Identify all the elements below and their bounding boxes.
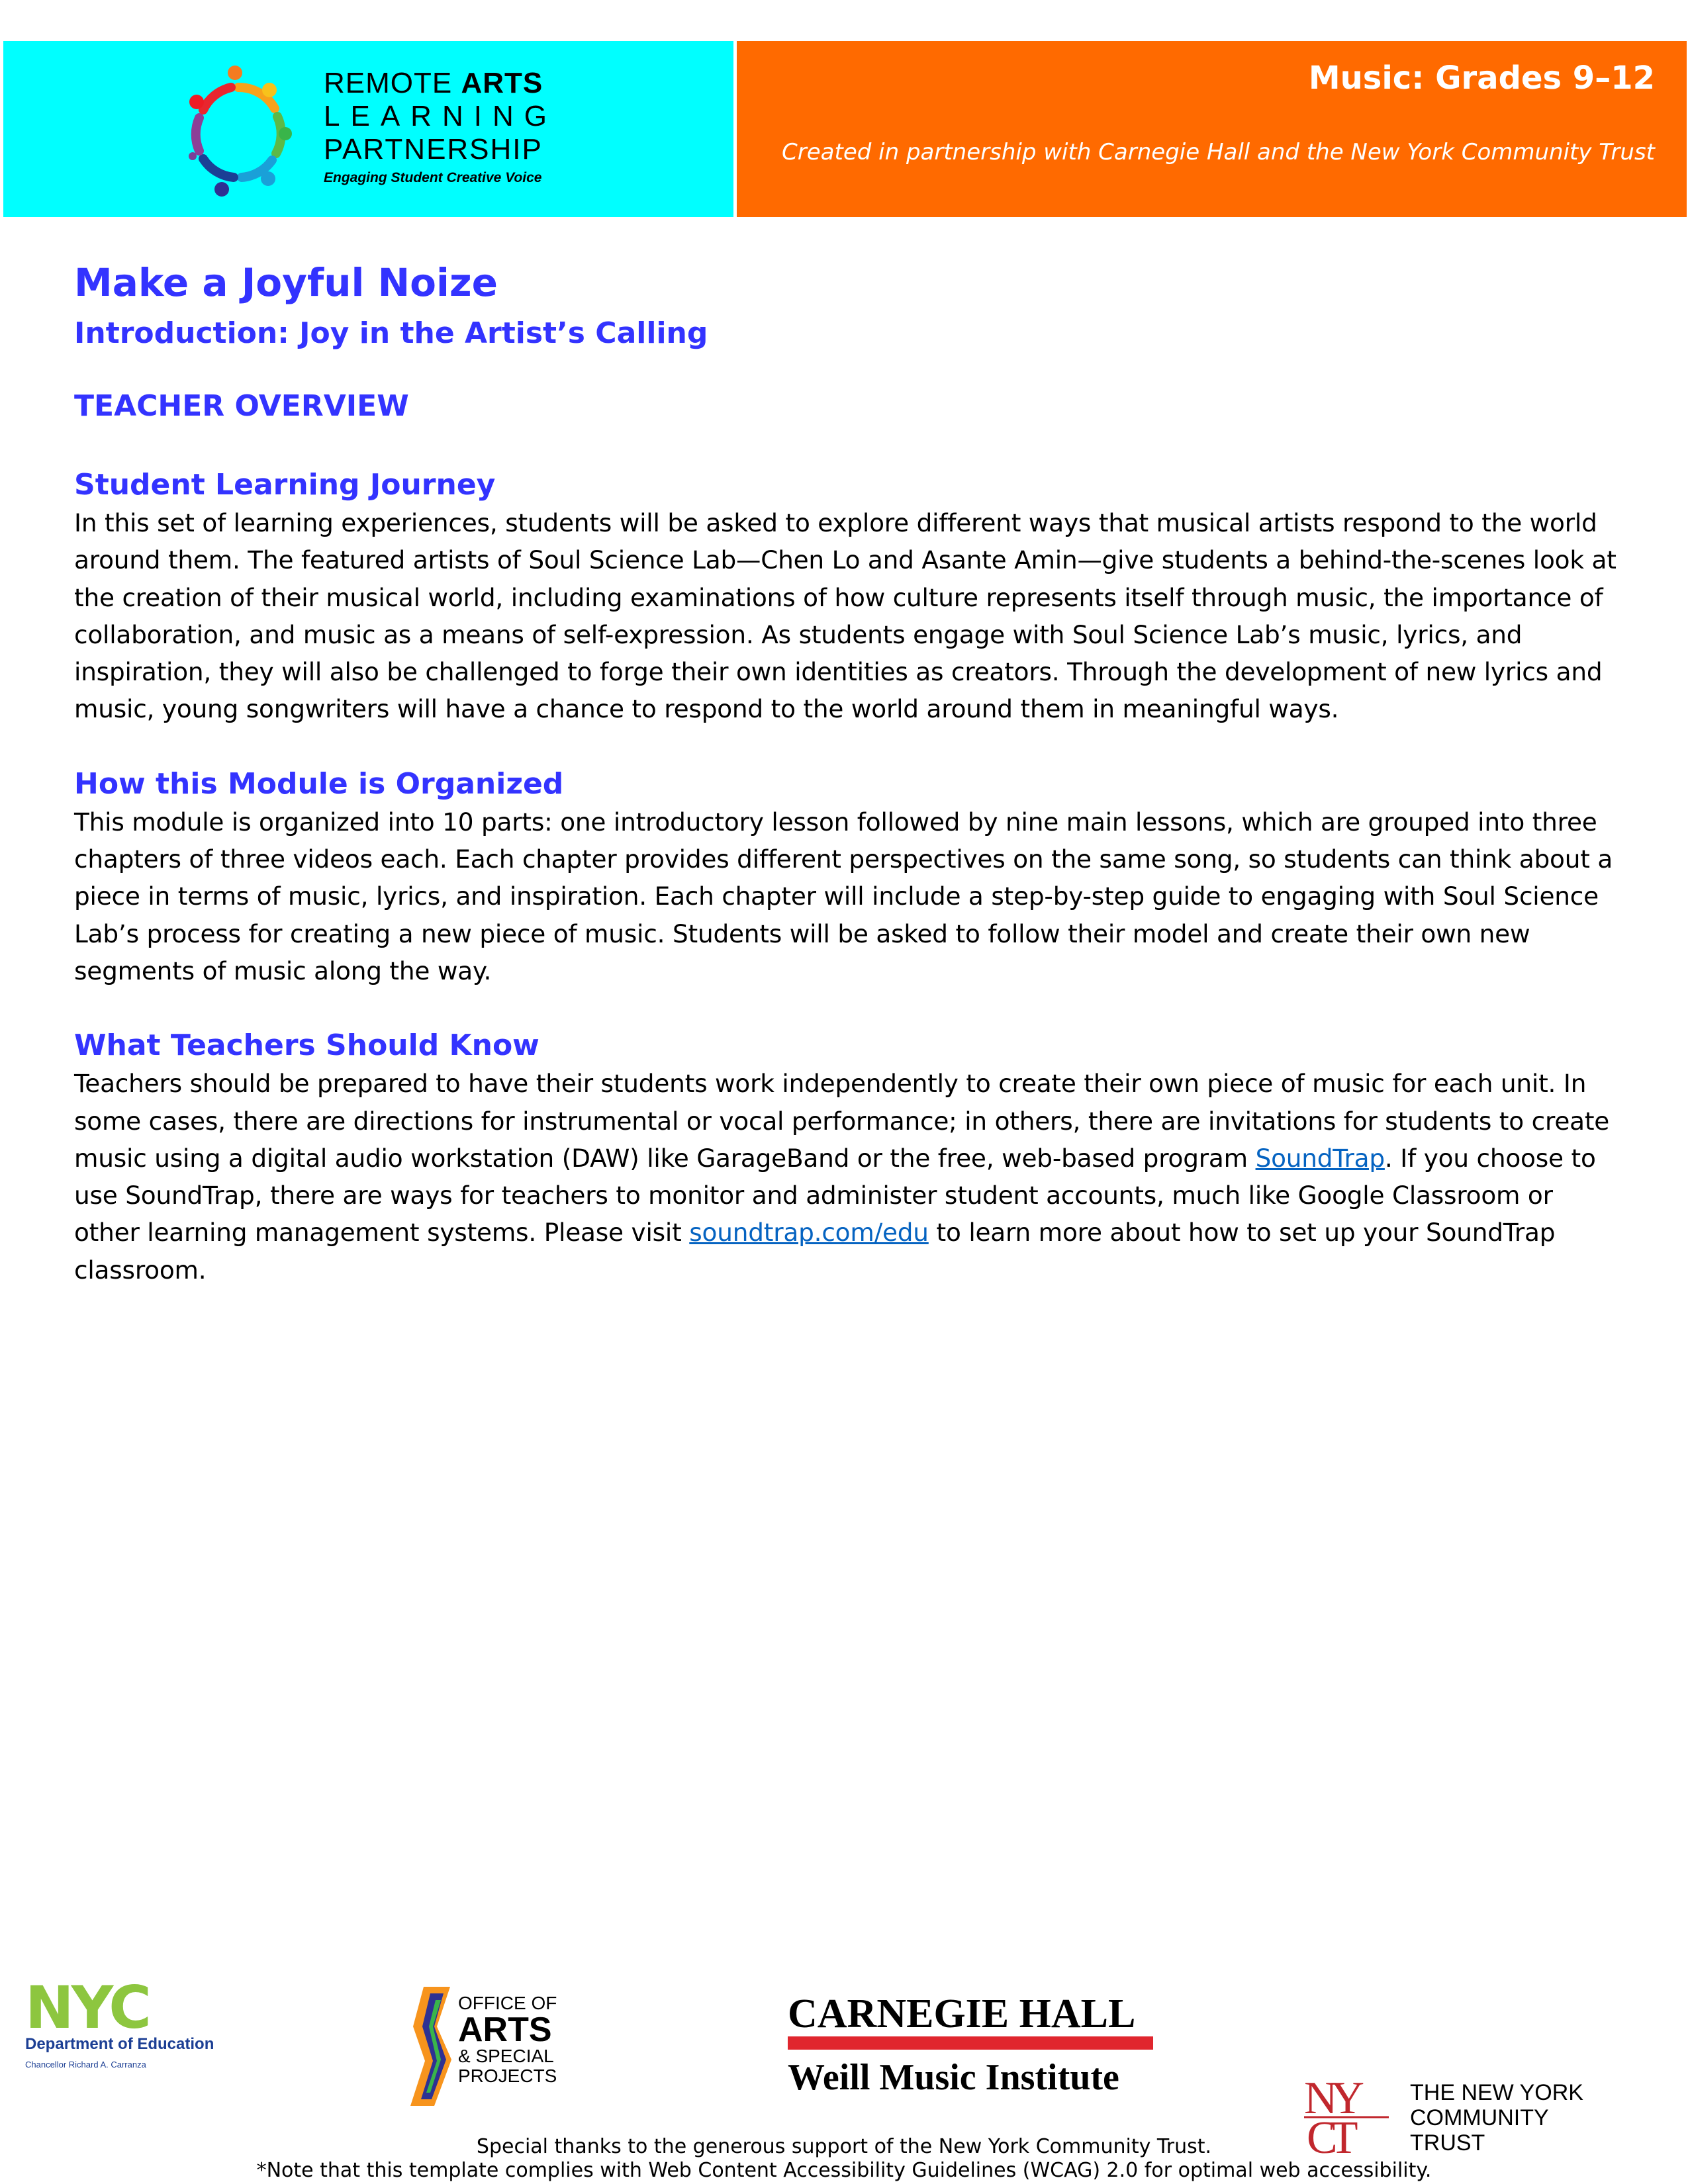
section-body: In this set of learning experiences, students will be asked to explore different ways that musical artists respond to the world around them. The featured artists of Soul Science Lab—Chen Lo and Asante Amin—give students a behind-the-scenes look at the creation of their musical world, including examinations of how culture represents itself through music, the importance of collaboration, and music as a means of self-expression. As students engage with Soul Science Lab’s music, lyrics, and inspiration, they will also be challenged to forge their own identities as creators. Through the development of new lyrics and music, young songwriters will have a chance to respond to the world around them in meaningful ways. [74,508,1617,724]
arts-line4: PROJECTS [458,2066,557,2086]
footer-thanks: Special thanks to the generous support of the New York Community Trust. [476,2135,1212,2158]
section-heading: How this Module is Organized [74,766,564,801]
section-student-learning-journey [74,466,1617,728]
document-subtitle: Introduction: Joy in the Artist’s Calling [74,316,708,350]
nyct-mark-top: NY [1304,2073,1358,2124]
header-left-band [3,41,733,217]
soundtrap-edu-link[interactable]: soundtrap.com/edu [689,1218,929,1248]
arts-line2: ARTS [458,2011,552,2049]
carnegie-line1: CARNEGIE HALL [788,1991,1136,2036]
document-body [74,259,1617,1289]
section-what-teachers-should-know [74,1026,1617,1289]
carnegie-red-bar [788,2036,1153,2050]
partnership-note: Created in partnership with Carnegie Hall and the New York Community Trust [782,139,1655,165]
header-right-band [737,41,1687,217]
nyc-dept: Department of Education [25,2035,214,2053]
office-of-arts-logo [410,1987,563,2106]
rlp-wordmark [324,68,557,191]
body-text-1: Teachers should be prepared to have their students work independently to create their own piece of music for each unit. In some cases, there are directions for instrumental or vocal performance; in others, there are invitations for students to create music using a digital audio workstation (DAW) like GarageBand or the free, web-based program [74,1069,1610,1173]
section-body: This module is organized into 10 parts: one introductory lesson followed by nine main lessons, which are grouped into three chapters of three videos each. Each chapter provides different perspectives on the same song, so students can think about a piece in terms of music, lyrics, and inspiration. Each chapter will include a step-by-step guide to engaging with Soul Science Lab’s process for creating a new piece of music. Students will be asked to follow their model and create their own new segments of music along the way. [74,807,1613,985]
nyct-line1: THE NEW YORK [1410,2080,1583,2105]
section-heading: What Teachers Should Know [74,1028,539,1063]
document-title: Make a Joyful Noize [74,260,498,305]
nyc-chancellor: Chancellor Richard A. Carranza [25,2060,146,2070]
carnegie-hall-logo [788,1989,1158,2098]
nyct-mark-bottom: CT [1307,2113,1350,2163]
soundtrap-link[interactable]: SoundTrap [1255,1143,1385,1173]
grade-label: Music: Grades 9–12 [1308,60,1655,97]
logo-learning: LEARNING [324,100,557,132]
body-text-3: to learn more about how to set up your SoundTrap classroom. [74,1218,1556,1285]
logo-tagline: Engaging Student Creative Voice [324,170,542,185]
nyct-line3: TRUST [1410,2130,1485,2156]
nyc-doe-logo [25,1974,214,2086]
carnegie-line2: Weill Music Institute [788,2057,1119,2098]
logo-partnership: PARTNERSHIP [324,133,543,165]
nyc-mark: NYC [25,1974,149,2042]
nyct-line2: COMMUNITY [1410,2105,1549,2130]
logo-arts: ARTS [461,67,543,99]
arts-line3: & SPECIAL [458,2046,554,2066]
body-text-2: . If you choose to use SoundTrap, there are ways for teachers to monitor and administer student accounts, much like Google Classroom or other learning management systems. Please visit [74,1143,1596,1248]
footer-accessibility-note: *Note that this template complies with Web Content Accessibility Guidelines (WCAG) 2.0 for optimal web accessibility. [256,2159,1432,2182]
section-heading: Student Learning Journey [74,468,496,502]
arts-line1: OFFICE OF [458,1993,557,2013]
rlp-circle-logo [189,61,288,200]
logo-remote: REMOTE [324,67,453,99]
teacher-overview-heading: TEACHER OVERVIEW [74,389,409,423]
section-module-organization [74,765,1617,989]
section-body [74,1065,1617,1289]
